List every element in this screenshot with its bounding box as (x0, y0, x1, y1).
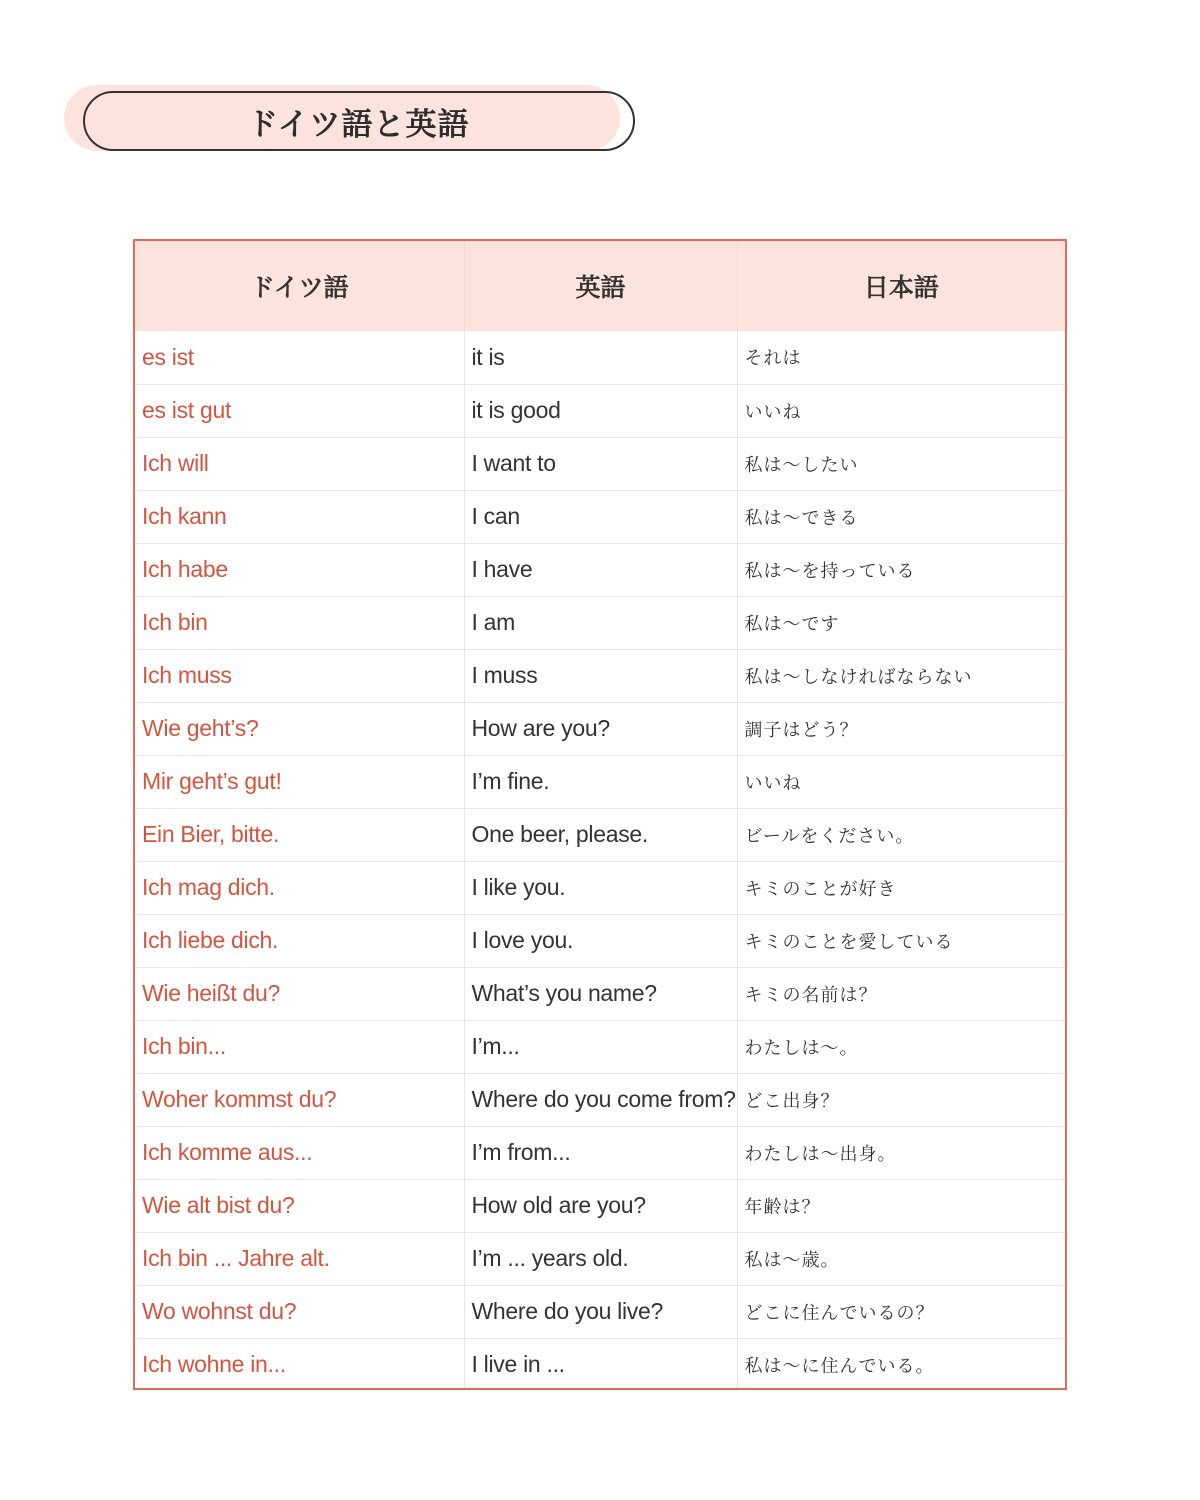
table-row (135, 1232, 1065, 1285)
german-phrase: Wo wohnst du? (135, 1285, 464, 1338)
japanese-phrase: いいね (737, 384, 1065, 437)
table-row (135, 861, 1065, 914)
japanese-phrase: キミのことを愛している (737, 914, 1065, 967)
german-phrase: Woher kommst du? (135, 1073, 464, 1126)
japanese-phrase: 私は〜できる (737, 490, 1065, 543)
german-phrase: Mir geht’s gut! (135, 755, 464, 808)
table-row (135, 331, 1065, 384)
table-row (135, 543, 1065, 596)
english-phrase: I’m... (464, 1020, 737, 1073)
english-phrase: it is (464, 331, 737, 384)
phrase-table (135, 241, 1065, 1390)
header-german: ドイツ語 (249, 273, 349, 302)
japanese-phrase: それは (737, 331, 1065, 384)
german-phrase: es ist gut (135, 384, 464, 437)
table-row (135, 755, 1065, 808)
japanese-phrase: 私は〜しなければならない (737, 649, 1065, 702)
german-phrase: Ich muss (135, 649, 464, 702)
english-phrase: it is good (464, 384, 737, 437)
japanese-phrase: いいね (737, 755, 1065, 808)
table-body (135, 331, 1065, 1390)
japanese-phrase: 私は〜に住んでいる。 (737, 1338, 1065, 1390)
table-row (135, 596, 1065, 649)
header-english: 英語 (464, 241, 737, 331)
english-phrase: I’m from... (464, 1126, 737, 1179)
table-row (135, 914, 1065, 967)
english-phrase: Where do you come from? (464, 1073, 737, 1126)
english-phrase: I love you. (464, 914, 737, 967)
german-phrase: Ich habe (135, 543, 464, 596)
japanese-phrase: 私は〜を持っている (737, 543, 1065, 596)
header-japanese: 日本語 (737, 241, 1065, 331)
table-row (135, 702, 1065, 755)
table-row (135, 1285, 1065, 1338)
japanese-phrase: 年齢は？ (737, 1179, 1065, 1232)
japanese-phrase: キミのことが好き (737, 861, 1065, 914)
japanese-phrase: 調子はどう？ (737, 702, 1065, 755)
english-phrase: I like you. (464, 861, 737, 914)
table-header-row (135, 241, 1065, 331)
table-row (135, 1179, 1065, 1232)
page-title: ドイツ語と英語 (247, 106, 470, 143)
english-phrase: How are you? (464, 702, 737, 755)
japanese-phrase: どこに住んでいるの？ (737, 1285, 1065, 1338)
german-phrase: Ich mag dich. (135, 861, 464, 914)
german-phrase: Ein Bier, bitte. (135, 808, 464, 861)
japanese-phrase: 私は〜歳。 (737, 1232, 1065, 1285)
table-row (135, 1020, 1065, 1073)
german-phrase: Ich bin ... Jahre alt. (135, 1232, 464, 1285)
table-row (135, 1338, 1065, 1390)
english-phrase: I’m fine. (464, 755, 737, 808)
japanese-phrase: わたしは〜。 (737, 1020, 1065, 1073)
japanese-phrase: わたしは〜出身。 (737, 1126, 1065, 1179)
english-phrase: I can (464, 490, 737, 543)
english-phrase: I live in ... (464, 1338, 737, 1390)
table-row (135, 437, 1065, 490)
english-phrase: How old are you? (464, 1179, 737, 1232)
english-phrase: I have (464, 543, 737, 596)
japanese-phrase: キミの名前は？ (737, 967, 1065, 1020)
german-phrase: Ich will (135, 437, 464, 490)
page-title-banner (64, 85, 640, 157)
phrase-table-container (133, 239, 1067, 1390)
table-row (135, 808, 1065, 861)
english-phrase: I muss (464, 649, 737, 702)
english-phrase: I am (464, 596, 737, 649)
english-phrase: I’m ... years old. (464, 1232, 737, 1285)
german-phrase: Ich wohne in... (135, 1338, 464, 1390)
german-phrase: Ich kann (135, 490, 464, 543)
table-row (135, 1126, 1065, 1179)
japanese-phrase: 私は〜したい (737, 437, 1065, 490)
german-phrase: Ich bin (135, 596, 464, 649)
table-row (135, 384, 1065, 437)
german-phrase: Wie geht’s? (135, 702, 464, 755)
german-phrase: Wie alt bist du? (135, 1179, 464, 1232)
german-phrase: Ich liebe dich. (135, 914, 464, 967)
english-phrase: Where do you live? (464, 1285, 737, 1338)
table-row (135, 967, 1065, 1020)
german-phrase: Wie heißt du? (135, 967, 464, 1020)
english-phrase: One beer, please. (464, 808, 737, 861)
japanese-phrase: ビールをください。 (737, 808, 1065, 861)
german-phrase: Ich komme aus... (135, 1126, 464, 1179)
japanese-phrase: 私は〜です (737, 596, 1065, 649)
german-phrase: es ist (142, 343, 194, 370)
english-phrase: I want to (464, 437, 737, 490)
table-row (135, 1073, 1065, 1126)
japanese-phrase: どこ出身？ (737, 1073, 1065, 1126)
german-phrase: Ich bin... (135, 1020, 464, 1073)
table-row (135, 490, 1065, 543)
table-row (135, 649, 1065, 702)
english-phrase: What’s you name? (464, 967, 737, 1020)
